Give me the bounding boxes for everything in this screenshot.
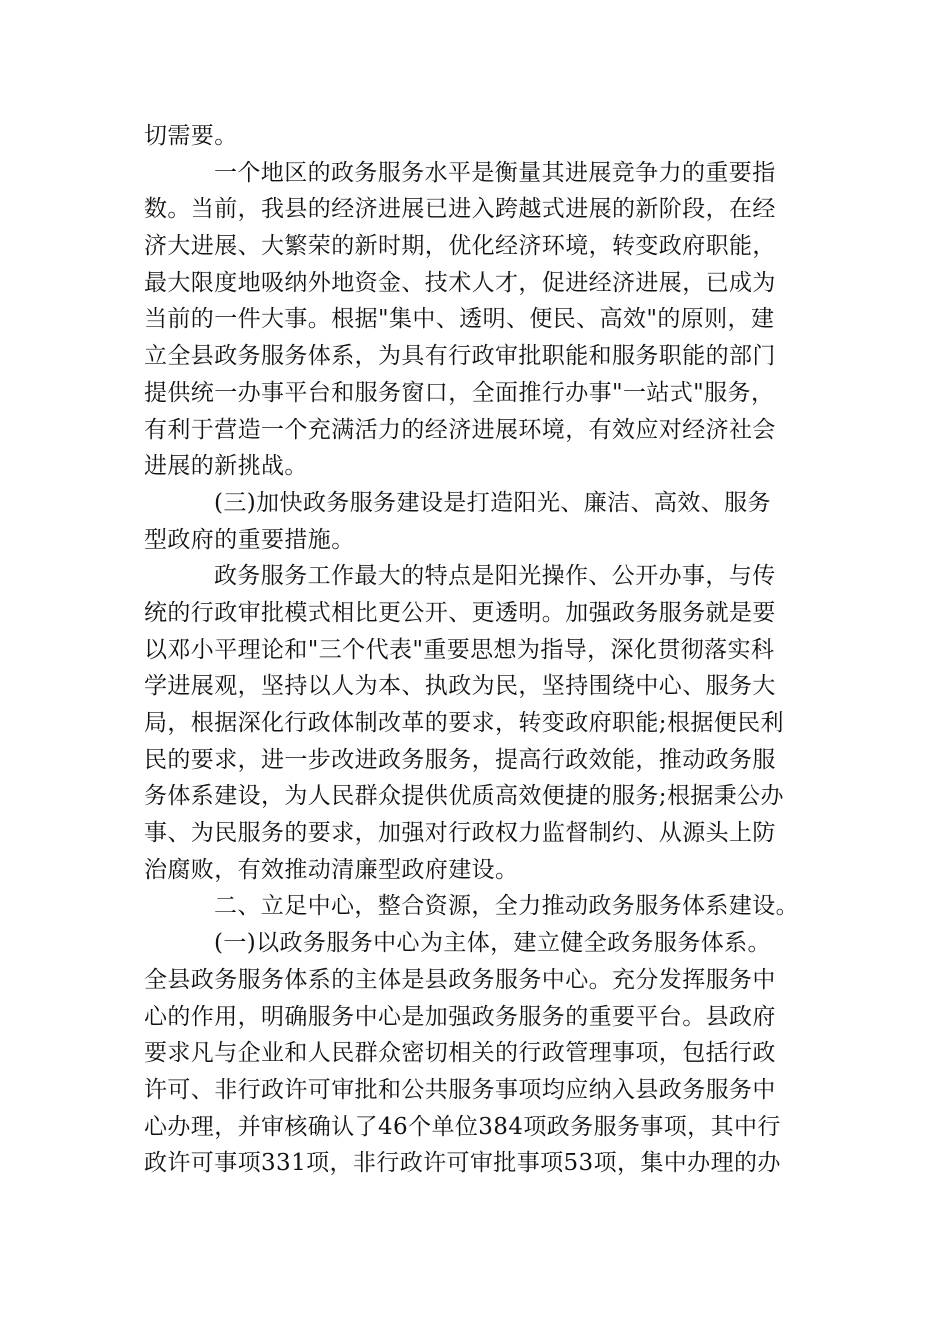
- text-line: 务体系建设，为人民群众提供优质高效便捷的服务;根据秉公办: [144, 783, 784, 810]
- text-line: 以邓小平理论和"三个代表"重要思想为指导，深化贯彻落实科: [144, 636, 775, 663]
- text-line: 全县政务服务体系的主体是县政务服务中心。充分发挥服务中: [144, 966, 776, 993]
- text-line: (一)以政务服务中心为主体，建立健全政务服务体系。: [214, 930, 771, 957]
- text-line: 要求凡与企业和人民群众密切相关的行政管理事项，包括行政: [144, 1040, 776, 1067]
- text-line: 心办理，并审核确认了46个单位384项政务服务事项，其中行: [144, 1113, 781, 1140]
- text-line: (三)加快政务服务建设是打造阳光、廉洁、高效、服务: [214, 489, 771, 516]
- text-line: 切需要。: [144, 123, 238, 149]
- text-line: 政务服务工作最大的特点是阳光操作、公开办事，与传: [214, 563, 776, 590]
- text-line: 进展的新挑战。: [144, 453, 308, 480]
- text-line: 政许可事项331项，非行政许可审批事项53项，集中办理的办: [144, 1150, 781, 1177]
- text-line: 数。当前，我县的经济进展已进入跨越式进展的新阶段，在经: [144, 196, 776, 223]
- text-line: 心的作用，明确服务中心是加强政务服务的重要平台。县政府: [144, 1003, 776, 1030]
- text-line: 治腐败，有效推动清廉型政府建设。: [144, 856, 519, 883]
- text-line: 许可、非行政许可审批和公共服务事项均应纳入县政务服务中: [144, 1076, 776, 1103]
- text-line: 有利于营造一个充满活力的经济进展环境，有效应对经济社会: [144, 416, 776, 443]
- text-line: 学进展观，坚持以人为本、执政为民，坚持围绕中心、服务大: [144, 673, 776, 700]
- text-line: 事、为民服务的要求，加强对行政权力监督制约、从源头上防: [144, 820, 776, 847]
- text-line: 二、立足中心，整合资源，全力推动政务服务体系建设。: [214, 893, 799, 920]
- document-body: [144, 118, 804, 1182]
- text-line: 济大进展、大繁荣的新时期，优化经济环境，转变政府职能，: [144, 233, 776, 260]
- text-line: 最大限度地吸纳外地资金、技术人才，促进经济进展，已成为: [144, 269, 776, 296]
- text-line: 型政府的重要措施。: [144, 526, 355, 553]
- text-line: 一个地区的政务服务水平是衡量其进展竞争力的重要指: [214, 159, 776, 186]
- text-line: 民的要求，进一步改进政务服务，提高行政效能，推动政务服: [144, 746, 776, 773]
- text-line: 提供统一办事平台和服务窗口，全面推行办事"一站式"服务，: [144, 379, 775, 406]
- text-line: 局，根据深化行政体制改革的要求，转变政府职能;根据便民利: [144, 710, 784, 736]
- text-line: 当前的一件大事。根据"集中、透明、便民、高效"的原则，建: [144, 306, 775, 333]
- text-line: 立全县政务服务体系，为具有行政审批职能和服务职能的部门: [144, 343, 776, 370]
- text-line: 统的行政审批模式相比更公开、更透明。加强政务服务就是要: [144, 599, 776, 626]
